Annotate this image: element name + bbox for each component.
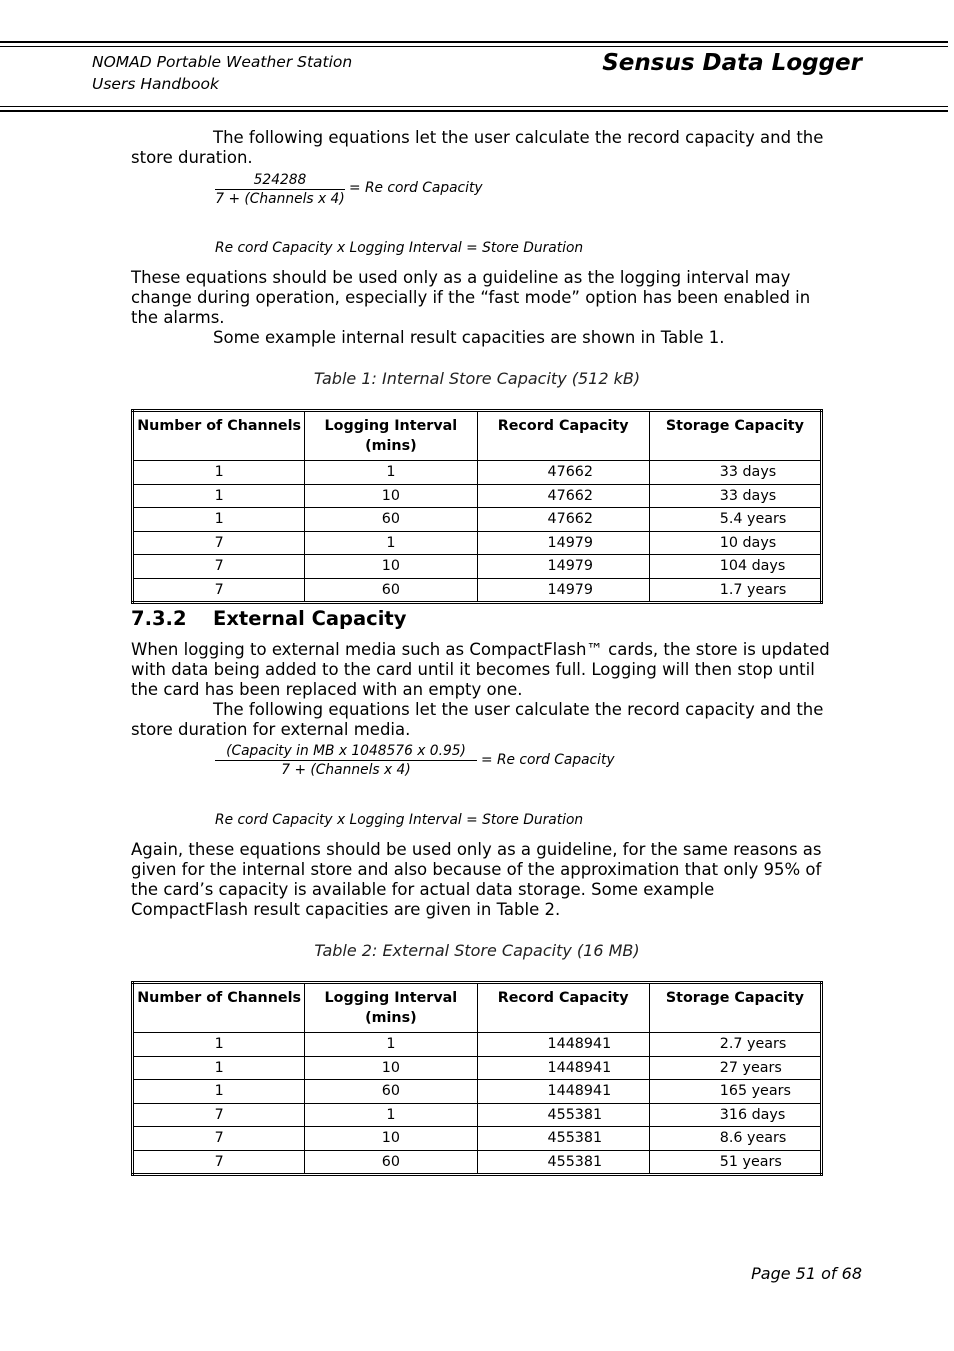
table-row (133, 555, 822, 579)
cell-channels: 7 (133, 1103, 305, 1127)
cell-storage-capacity: 8.6 years (649, 1127, 821, 1151)
table2-caption: Table 2: External Store Capacity (16 MB) (314, 941, 640, 960)
table-row (133, 461, 822, 485)
cell-record-capacity: 47662 (477, 461, 649, 485)
header-rule-bottom-thick (0, 110, 948, 112)
cell-interval: 1 (305, 1103, 477, 1127)
table1-header-row (133, 411, 822, 461)
section-heading (131, 607, 406, 630)
internal-eq-denominator: 7 + (Channels x 4) (215, 191, 345, 207)
internal-equation-fraction (215, 172, 345, 207)
cell-storage-capacity: 33 days (649, 484, 821, 508)
table-row (133, 1056, 822, 1080)
table-row (133, 578, 822, 603)
cell-interval: 10 (305, 1127, 477, 1151)
cell-interval: 1 (305, 461, 477, 485)
external-eq-numerator: (Capacity in MB x 1048576 x 0.95) (215, 743, 477, 761)
cell-storage-capacity: 51 years (649, 1150, 821, 1175)
col-header-interval: Logging Interval (mins) (305, 983, 477, 1033)
cell-record-capacity: 47662 (477, 484, 649, 508)
cell-record-capacity: 1448941 (477, 1080, 649, 1104)
section-number: 7.3.2 (131, 607, 187, 630)
cell-interval: 10 (305, 484, 477, 508)
table-row (133, 1127, 822, 1151)
col-header-storage-capacity: Storage Capacity (649, 411, 821, 461)
cell-channels: 7 (133, 555, 305, 579)
external-equation-fraction (215, 743, 477, 778)
cell-interval: 60 (305, 578, 477, 603)
external-eq-duration: Re cord Capacity x Logging Interval = Store Duration (215, 812, 584, 828)
cell-channels: 7 (133, 531, 305, 555)
cell-storage-capacity: 165 years (649, 1080, 821, 1104)
table-row (133, 484, 822, 508)
cell-storage-capacity: 33 days (649, 461, 821, 485)
cell-storage-capacity: 5.4 years (649, 508, 821, 532)
cell-channels: 1 (133, 508, 305, 532)
cell-channels: 7 (133, 1127, 305, 1151)
cell-channels: 1 (133, 484, 305, 508)
section-title: External Capacity (213, 607, 407, 630)
col-header-channels: Number of Channels (133, 983, 305, 1033)
internal-intro: The following equations let the user calculate the record capacity and the store duration. (131, 128, 824, 167)
internal-eq-duration: Re cord Capacity x Logging Interval = Store Duration (215, 240, 584, 256)
table2-external-capacity (131, 981, 823, 1176)
col-header-interval: Logging Interval (mins) (305, 411, 477, 461)
table-row (133, 531, 822, 555)
page-number: Page 51 of 68 (751, 1264, 862, 1283)
cell-record-capacity: 47662 (477, 508, 649, 532)
table-row (133, 1150, 822, 1175)
cell-storage-capacity: 10 days (649, 531, 821, 555)
header-line2: Users Handbook (92, 75, 219, 93)
cell-storage-capacity: 2.7 years (649, 1033, 821, 1057)
table1-caption: Table 1: Internal Store Capacity (512 kB) (313, 369, 641, 388)
table1-internal-capacity (131, 409, 823, 604)
table-row (133, 1033, 822, 1057)
col-header-channels: Number of Channels (133, 411, 305, 461)
table2-header-row (133, 983, 822, 1033)
external-eq-denominator: 7 + (Channels x 4) (281, 762, 411, 778)
header-title: Sensus Data Logger (602, 50, 862, 76)
col-header-record-capacity: Record Capacity (477, 983, 649, 1033)
header-line1: NOMAD Portable Weather Station (92, 53, 353, 71)
cell-interval: 10 (305, 555, 477, 579)
cell-interval: 1 (305, 1033, 477, 1057)
cell-record-capacity: 455381 (477, 1103, 649, 1127)
cell-storage-capacity: 316 days (649, 1103, 821, 1127)
cell-storage-capacity: 1.7 years (649, 578, 821, 603)
cell-channels: 1 (133, 461, 305, 485)
cell-record-capacity: 14979 (477, 555, 649, 579)
cell-record-capacity: 14979 (477, 531, 649, 555)
table-row (133, 1080, 822, 1104)
cell-record-capacity: 14979 (477, 578, 649, 603)
header-rule-top-thin (0, 46, 948, 47)
cell-storage-capacity: 104 days (649, 555, 821, 579)
col-header-storage-capacity: Storage Capacity (649, 983, 821, 1033)
col-header-record-capacity: Record Capacity (477, 411, 649, 461)
cell-storage-capacity: 27 years (649, 1056, 821, 1080)
cell-record-capacity: 455381 (477, 1127, 649, 1151)
cell-interval: 60 (305, 1080, 477, 1104)
cell-channels: 1 (133, 1033, 305, 1057)
internal-eq-numerator: 524288 (215, 172, 345, 190)
cell-channels: 1 (133, 1056, 305, 1080)
cell-interval: 10 (305, 1056, 477, 1080)
cell-channels: 7 (133, 578, 305, 603)
cell-interval: 60 (305, 508, 477, 532)
external-intro2: The following equations let the user calculate the record capacity and the store duration for external media. (131, 700, 824, 739)
external-intro1: When logging to external media such as CompactFlash™ cards, the store is updated with data being added to the card until it becomes full. Logging will then stop until the card has been replaced with an empty one. (131, 640, 830, 699)
table-row (133, 508, 822, 532)
cell-interval: 60 (305, 1150, 477, 1175)
internal-example: Some example internal result capacities are shown in Table 1. (213, 328, 725, 347)
header-subtitle (92, 51, 352, 95)
internal-eq-rhs: = Re cord Capacity (349, 180, 483, 196)
cell-channels: 1 (133, 1080, 305, 1104)
cell-record-capacity: 455381 (477, 1150, 649, 1175)
cell-record-capacity: 1448941 (477, 1056, 649, 1080)
header-rule-bottom-thin (0, 106, 948, 107)
cell-interval: 1 (305, 531, 477, 555)
header-rule-top-thick (0, 41, 948, 43)
cell-record-capacity: 1448941 (477, 1033, 649, 1057)
internal-guideline: These equations should be used only as a guideline as the logging interval may change during operation, especially if the “fast mode” option has been enabled in the alarms. (131, 268, 811, 327)
external-eq-rhs: = Re cord Capacity (481, 752, 615, 768)
table-row (133, 1103, 822, 1127)
external-guideline: Again, these equations should be used only as a guideline, for the same reasons as given for the internal store and also because of the approximation that only 95% of the card’s capacity is available for actual data storage. Some example CompactFlash result capacities are given in Table 2. (131, 840, 822, 919)
cell-channels: 7 (133, 1150, 305, 1175)
